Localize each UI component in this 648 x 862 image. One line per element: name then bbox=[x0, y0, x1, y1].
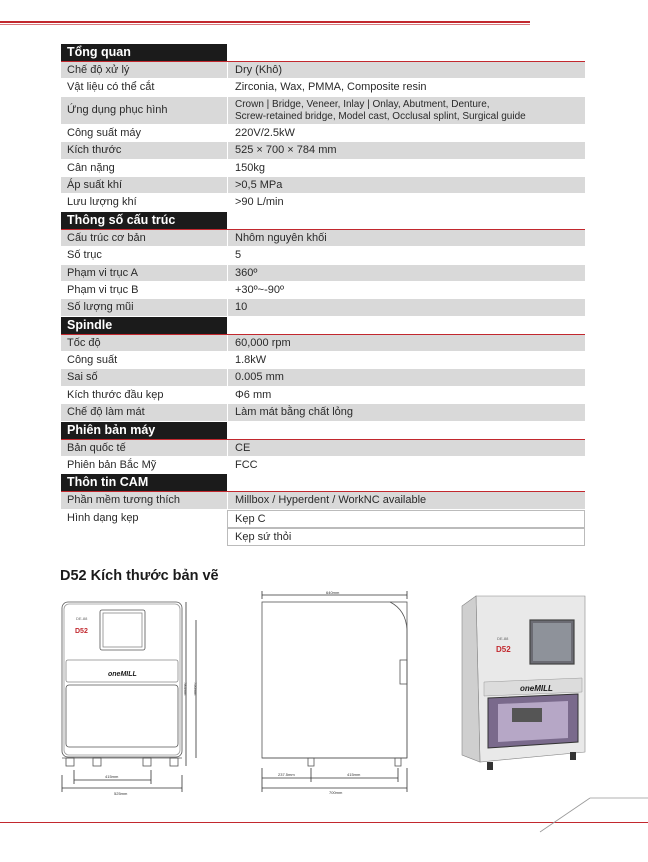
front-dim-inner-width: 415mm bbox=[105, 774, 119, 779]
spec-row bbox=[61, 265, 585, 282]
side-dim-top: 640mm bbox=[326, 590, 340, 595]
spec-value: Kẹp C bbox=[227, 510, 585, 528]
spec-value: 360º bbox=[227, 265, 585, 281]
section-title: Phiên bản máy bbox=[61, 422, 227, 439]
spec-value: 150kg bbox=[227, 160, 585, 176]
spec-row bbox=[61, 369, 585, 386]
spec-row bbox=[61, 230, 585, 247]
iso-view-drawing bbox=[462, 596, 585, 770]
spec-label: Phiên bản Bắc Mỹ bbox=[67, 459, 157, 472]
spec-value: >0,5 MPa bbox=[227, 177, 585, 193]
spec-value: +30º~-90º bbox=[227, 282, 585, 298]
spec-label: Số lượng mũi bbox=[61, 299, 227, 315]
iso-brand-logo: oneMILL bbox=[520, 684, 553, 693]
spec-row bbox=[61, 492, 585, 509]
front-brand-logo: oneMILL bbox=[108, 671, 137, 678]
spec-value: Zirconia, Wax, PMMA, Composite resin bbox=[227, 79, 585, 95]
spec-label: Bản quốc tế bbox=[61, 440, 227, 456]
section-header bbox=[61, 212, 585, 230]
spec-row bbox=[61, 510, 585, 528]
spec-value: 10 bbox=[227, 299, 585, 315]
spec-value: FCC bbox=[227, 457, 585, 473]
spec-label bbox=[61, 528, 227, 546]
spec-row bbox=[61, 125, 585, 142]
spec-label: Phạm vi trục B bbox=[67, 283, 139, 296]
top-accent-rule bbox=[0, 21, 530, 23]
front-panel-tag: DE-88 bbox=[76, 616, 88, 621]
section-title: Thông số cấu trúc bbox=[61, 212, 227, 229]
spec-value: 1.8kW bbox=[227, 352, 585, 368]
spec-value: Kẹp sứ thỏi bbox=[227, 528, 585, 546]
spec-row bbox=[61, 404, 585, 421]
spec-label: Vật liệu có thể cắt bbox=[67, 81, 155, 94]
spec-table bbox=[61, 44, 585, 546]
spec-value-line: Crown | Bridge, Veneer, Inlay | Onlay, Abutment, Denture, bbox=[235, 98, 490, 110]
spec-row bbox=[61, 440, 585, 457]
spec-row bbox=[61, 142, 585, 159]
spec-label: Tốc độ bbox=[61, 335, 227, 351]
spec-label: Chế độ làm mát bbox=[61, 404, 227, 420]
spec-row bbox=[61, 352, 585, 369]
section-title: Spindle bbox=[61, 317, 227, 334]
section-header bbox=[61, 44, 585, 62]
spec-row bbox=[61, 457, 585, 474]
spec-row bbox=[61, 194, 585, 211]
section-header bbox=[61, 474, 585, 492]
section-title: Thôn tin CAM bbox=[61, 474, 227, 491]
spec-label: Kích thước đầu kẹp bbox=[67, 388, 164, 401]
spec-label: Phạm vi trục A bbox=[61, 265, 227, 281]
spec-label: Công suất máy bbox=[67, 126, 141, 139]
spec-label: Cân nặng bbox=[67, 161, 115, 174]
spec-value: Dry (Khô) bbox=[227, 62, 585, 78]
spec-value: 5 bbox=[227, 247, 585, 263]
spec-label: Lưu lượng khí bbox=[67, 196, 137, 209]
side-dim-seg-left: 237.5mm bbox=[278, 772, 295, 777]
spec-row bbox=[61, 282, 585, 299]
spec-row bbox=[61, 160, 585, 177]
footer-decoration bbox=[0, 790, 648, 862]
iso-panel-tag: DE-88 bbox=[497, 636, 509, 641]
front-dim-height-2: 750mm bbox=[193, 682, 198, 696]
spec-row bbox=[61, 62, 585, 79]
section-header bbox=[61, 317, 585, 335]
spec-label: Áp suất khí bbox=[61, 177, 227, 193]
spec-row bbox=[61, 79, 585, 96]
front-dim-height-1: 784mm bbox=[183, 682, 188, 696]
spec-value: 0.005 mm bbox=[227, 369, 585, 385]
spec-label: Chế độ xử lý bbox=[61, 62, 227, 78]
spec-label: Cấu trúc cơ bản bbox=[61, 230, 227, 246]
spec-label: Kích thước bbox=[61, 142, 227, 158]
spec-value: Millbox / Hyperdent / WorkNC available bbox=[227, 492, 585, 508]
section-header bbox=[61, 422, 585, 440]
spec-label: Phần mềm tương thích bbox=[61, 492, 227, 508]
spec-value-line: Screw-retained bridge, Model cast, Occlusal splint, Surgical guide bbox=[235, 110, 526, 122]
spec-row bbox=[61, 387, 585, 404]
spec-row bbox=[61, 299, 585, 316]
spec-row bbox=[61, 177, 585, 194]
front-dim-total-width: 525mm bbox=[114, 791, 128, 796]
spec-value: CE bbox=[227, 440, 585, 456]
front-model-label: D52 bbox=[75, 628, 88, 635]
spec-value: 525 × 700 × 784 mm bbox=[227, 142, 585, 158]
spec-value: 60,000 rpm bbox=[227, 335, 585, 351]
spec-row bbox=[61, 528, 585, 546]
spec-value: Nhôm nguyên khối bbox=[227, 230, 585, 246]
spec-row bbox=[61, 97, 585, 125]
side-dim-seg-right: 415mm bbox=[347, 772, 361, 777]
spec-value bbox=[227, 97, 585, 124]
top-accent-rule-thin bbox=[0, 24, 530, 25]
side-dim-depth: 700mm bbox=[329, 790, 343, 795]
dimension-drawings bbox=[0, 590, 648, 800]
spec-label: Số trục bbox=[67, 249, 102, 262]
spec-label: Ứng dụng phục hình bbox=[61, 97, 227, 124]
iso-model-label: D52 bbox=[496, 645, 511, 654]
drawing-title: D52 Kích thước bản vẽ bbox=[60, 568, 219, 584]
spec-row bbox=[61, 247, 585, 264]
section-title: Tổng quan bbox=[61, 44, 227, 61]
spec-value: >90 L/min bbox=[227, 194, 585, 210]
spec-value: Làm mát bằng chất lỏng bbox=[227, 404, 585, 420]
spec-label: Sai số bbox=[61, 369, 227, 385]
spec-value: 220V/2.5kW bbox=[227, 125, 585, 141]
side-view-drawing bbox=[262, 591, 407, 792]
spec-row bbox=[61, 335, 585, 352]
spec-value: Φ6 mm bbox=[227, 387, 585, 403]
spec-label: Hình dạng kẹp bbox=[67, 511, 139, 524]
spec-label: Công suất bbox=[67, 354, 118, 367]
